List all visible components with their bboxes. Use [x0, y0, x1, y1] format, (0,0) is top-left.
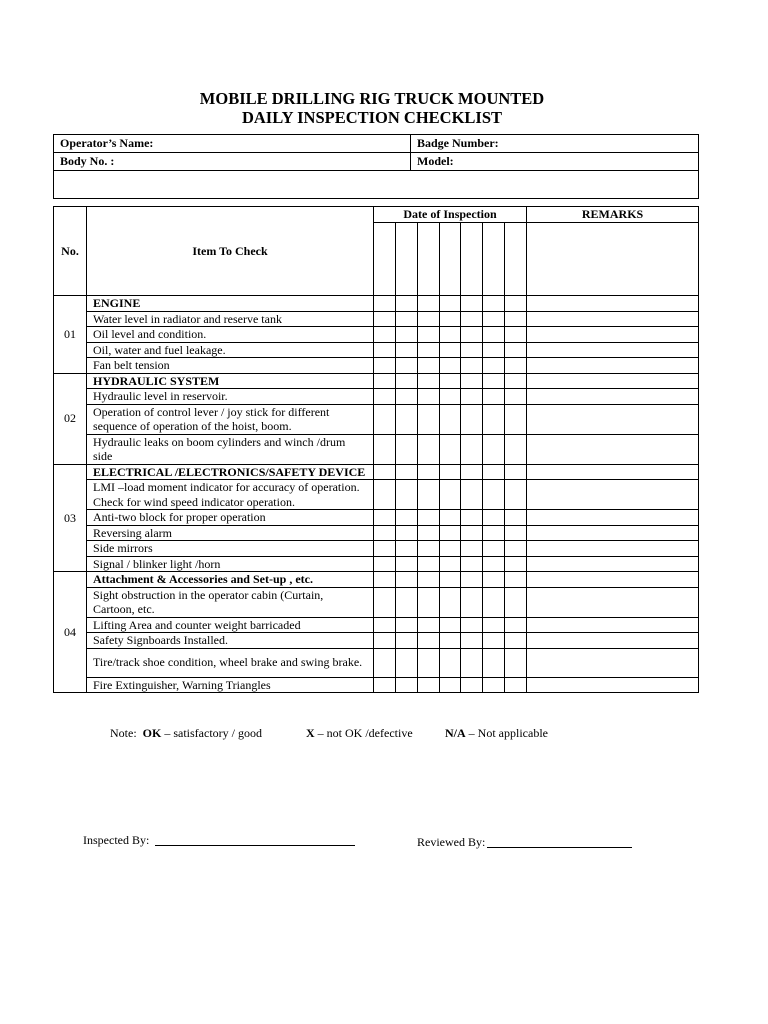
- document-subtitle: DAILY INSPECTION CHECKLIST: [241, 108, 503, 127]
- checklist-item: LMI –load moment indicator for accuracy of operation. Check for wind speed indicator operation.: [87, 480, 374, 510]
- remarks-cell[interactable]: [527, 311, 699, 327]
- check-cell[interactable]: [396, 296, 418, 312]
- remarks-cell[interactable]: [527, 617, 699, 633]
- table-row: [54, 358, 699, 374]
- check-cell[interactable]: [374, 296, 396, 312]
- check-cell[interactable]: [440, 311, 461, 327]
- check-cell[interactable]: [461, 311, 483, 327]
- table-row: [54, 434, 699, 464]
- section-number: 03: [54, 464, 87, 572]
- check-cell[interactable]: [483, 404, 505, 434]
- check-cell[interactable]: [396, 633, 418, 649]
- check-cell[interactable]: [396, 677, 418, 693]
- legend-ok-code: OK: [142, 726, 162, 740]
- model-field[interactable]: Model:: [411, 153, 699, 171]
- date-header-cell[interactable]: [418, 223, 440, 296]
- checklist-item: Safety Signboards Installed.: [87, 633, 374, 649]
- check-cell[interactable]: [418, 677, 440, 693]
- checklist-item: Oil, water and fuel leakage.: [87, 342, 374, 358]
- check-cell[interactable]: [440, 617, 461, 633]
- check-cell[interactable]: [418, 587, 440, 617]
- check-cell[interactable]: [396, 404, 418, 434]
- remarks-cell[interactable]: [527, 648, 699, 677]
- check-cell[interactable]: [396, 587, 418, 617]
- check-cell[interactable]: [418, 434, 440, 464]
- check-cell[interactable]: [418, 556, 440, 572]
- column-header-remarks: REMARKS: [527, 207, 699, 223]
- check-cell[interactable]: [483, 510, 505, 526]
- check-cell[interactable]: [483, 572, 505, 588]
- check-cell[interactable]: [483, 342, 505, 358]
- check-cell[interactable]: [461, 556, 483, 572]
- check-cell[interactable]: [483, 389, 505, 405]
- check-cell[interactable]: [505, 556, 527, 572]
- checklist-item: Reversing alarm: [87, 525, 374, 541]
- date-header-cell[interactable]: [374, 223, 396, 296]
- table-row: [54, 510, 699, 526]
- check-cell[interactable]: [505, 677, 527, 693]
- check-cell[interactable]: [418, 373, 440, 389]
- check-cell[interactable]: [505, 296, 527, 312]
- check-cell[interactable]: [374, 677, 396, 693]
- check-cell[interactable]: [418, 648, 440, 677]
- checklist-item: Hydraulic leaks on boom cylinders and winch /drum side: [87, 434, 374, 464]
- remarks-cell[interactable]: [527, 587, 699, 617]
- check-cell[interactable]: [505, 311, 527, 327]
- checklist-item: Water level in radiator and reserve tank: [87, 311, 374, 327]
- check-cell[interactable]: [483, 464, 505, 480]
- check-cell[interactable]: [505, 541, 527, 557]
- check-cell[interactable]: [396, 373, 418, 389]
- date-header-cell[interactable]: [396, 223, 418, 296]
- checklist-item: Signal / blinker light /horn: [87, 556, 374, 572]
- remarks-cell[interactable]: [527, 541, 699, 557]
- check-cell[interactable]: [461, 510, 483, 526]
- check-cell[interactable]: [374, 556, 396, 572]
- checklist-item: Fan belt tension: [87, 358, 374, 374]
- check-cell[interactable]: [418, 572, 440, 588]
- check-cell[interactable]: [505, 389, 527, 405]
- check-cell[interactable]: [505, 617, 527, 633]
- check-cell[interactable]: [440, 677, 461, 693]
- check-cell[interactable]: [374, 464, 396, 480]
- check-cell[interactable]: [396, 358, 418, 374]
- check-cell[interactable]: [505, 480, 527, 510]
- remarks-cell[interactable]: [527, 572, 699, 588]
- remarks-cell[interactable]: [527, 556, 699, 572]
- check-cell[interactable]: [396, 648, 418, 677]
- section-title: ELECTRICAL /ELECTRONICS/SAFETY DEVICE: [87, 464, 374, 480]
- check-cell[interactable]: [374, 480, 396, 510]
- check-cell[interactable]: [374, 434, 396, 464]
- check-cell[interactable]: [461, 541, 483, 557]
- check-cell[interactable]: [461, 525, 483, 541]
- table-row: [54, 311, 699, 327]
- inspected-by-signature-line[interactable]: [155, 845, 355, 846]
- check-cell[interactable]: [461, 373, 483, 389]
- check-cell[interactable]: [374, 648, 396, 677]
- check-cell[interactable]: [440, 480, 461, 510]
- check-cell[interactable]: [461, 434, 483, 464]
- check-cell[interactable]: [440, 464, 461, 480]
- check-cell[interactable]: [440, 587, 461, 617]
- checklist-item: Side mirrors: [87, 541, 374, 557]
- check-cell[interactable]: [505, 404, 527, 434]
- check-cell[interactable]: [374, 587, 396, 617]
- section-title: Attachment & Accessories and Set-up , etc.: [87, 572, 374, 588]
- section-row: [54, 464, 699, 480]
- remarks-cell[interactable]: [527, 677, 699, 693]
- table-row: [54, 541, 699, 557]
- remarks-cell[interactable]: [527, 510, 699, 526]
- check-cell[interactable]: [505, 648, 527, 677]
- check-cell[interactable]: [505, 358, 527, 374]
- table-row: [54, 677, 699, 693]
- check-cell[interactable]: [440, 434, 461, 464]
- check-cell[interactable]: [374, 525, 396, 541]
- check-cell[interactable]: [440, 358, 461, 374]
- check-cell[interactable]: [440, 633, 461, 649]
- check-cell[interactable]: [374, 327, 396, 343]
- check-cell[interactable]: [396, 525, 418, 541]
- check-cell[interactable]: [505, 373, 527, 389]
- table-row: [54, 617, 699, 633]
- check-cell[interactable]: [374, 617, 396, 633]
- column-header-date: Date of Inspection: [374, 207, 527, 223]
- check-cell[interactable]: [396, 541, 418, 557]
- check-cell[interactable]: [483, 296, 505, 312]
- check-cell[interactable]: [440, 404, 461, 434]
- check-cell[interactable]: [505, 572, 527, 588]
- column-header-no: No.: [54, 207, 87, 296]
- check-cell[interactable]: [374, 572, 396, 588]
- check-cell[interactable]: [461, 358, 483, 374]
- check-cell[interactable]: [396, 572, 418, 588]
- checklist-item: Hydraulic level in reservoir.: [87, 389, 374, 405]
- check-cell[interactable]: [374, 404, 396, 434]
- check-cell[interactable]: [374, 389, 396, 405]
- section-row: [54, 296, 699, 312]
- remarks-cell[interactable]: [527, 389, 699, 405]
- check-cell[interactable]: [461, 587, 483, 617]
- check-cell[interactable]: [418, 510, 440, 526]
- table-row: [54, 480, 699, 510]
- legend-note: [110, 726, 262, 740]
- inspected-by-label: Inspected By:: [83, 833, 150, 847]
- header-row: [54, 207, 699, 223]
- section-number: 04: [54, 572, 87, 693]
- check-cell[interactable]: [440, 556, 461, 572]
- check-cell[interactable]: [418, 404, 440, 434]
- section-title: HYDRAULIC SYSTEM: [87, 373, 374, 389]
- check-cell[interactable]: [440, 296, 461, 312]
- check-cell[interactable]: [396, 617, 418, 633]
- legend-x-code: X: [306, 726, 315, 740]
- check-cell[interactable]: [483, 633, 505, 649]
- check-cell[interactable]: [396, 311, 418, 327]
- check-cell[interactable]: [374, 311, 396, 327]
- table-row: [54, 587, 699, 617]
- section-number: 01: [54, 296, 87, 374]
- date-header-cell[interactable]: [440, 223, 461, 296]
- check-cell[interactable]: [461, 633, 483, 649]
- remarks-cell[interactable]: [527, 373, 699, 389]
- check-cell[interactable]: [374, 342, 396, 358]
- check-cell[interactable]: [461, 572, 483, 588]
- legend-na-code: N/A: [445, 726, 466, 740]
- section-row: [54, 572, 699, 588]
- check-cell[interactable]: [461, 327, 483, 343]
- check-cell[interactable]: [440, 327, 461, 343]
- remarks-cell[interactable]: [527, 480, 699, 510]
- table-row: [54, 633, 699, 649]
- check-cell[interactable]: [418, 525, 440, 541]
- check-cell[interactable]: [483, 327, 505, 343]
- check-cell[interactable]: [418, 541, 440, 557]
- check-cell[interactable]: [396, 327, 418, 343]
- check-cell[interactable]: [505, 327, 527, 343]
- check-cell[interactable]: [461, 617, 483, 633]
- check-cell[interactable]: [440, 342, 461, 358]
- check-cell[interactable]: [483, 480, 505, 510]
- legend-ok-text: – satisfactory / good: [161, 726, 262, 740]
- check-cell[interactable]: [440, 510, 461, 526]
- check-cell[interactable]: [505, 587, 527, 617]
- remarks-cell[interactable]: [527, 404, 699, 434]
- operator-name-field[interactable]: Operator’s Name:: [54, 135, 411, 153]
- column-header-item: Item To Check: [87, 207, 374, 296]
- table-row: [54, 389, 699, 405]
- check-cell[interactable]: [440, 541, 461, 557]
- check-cell[interactable]: [418, 296, 440, 312]
- check-cell[interactable]: [396, 556, 418, 572]
- remarks-cell[interactable]: [527, 358, 699, 374]
- operator-info-table: [53, 134, 699, 199]
- check-cell[interactable]: [461, 404, 483, 434]
- inspection-checklist-table: [53, 206, 699, 693]
- check-cell[interactable]: [418, 480, 440, 510]
- check-cell[interactable]: [483, 525, 505, 541]
- check-cell[interactable]: [418, 358, 440, 374]
- table-row: [54, 327, 699, 343]
- check-cell[interactable]: [483, 587, 505, 617]
- check-cell[interactable]: [440, 373, 461, 389]
- checklist-item: Lifting Area and counter weight barricaded: [87, 617, 374, 633]
- check-cell[interactable]: [440, 389, 461, 405]
- checklist-item: Oil level and condition.: [87, 327, 374, 343]
- check-cell[interactable]: [461, 464, 483, 480]
- remarks-cell[interactable]: [527, 633, 699, 649]
- check-cell[interactable]: [374, 358, 396, 374]
- check-cell[interactable]: [374, 541, 396, 557]
- legend-na: [445, 726, 548, 740]
- check-cell[interactable]: [418, 464, 440, 480]
- table-row: [54, 556, 699, 572]
- check-cell[interactable]: [483, 556, 505, 572]
- check-cell[interactable]: [440, 648, 461, 677]
- table-row: [54, 342, 699, 358]
- check-cell[interactable]: [483, 648, 505, 677]
- body-no-field[interactable]: Body No. :: [54, 153, 411, 171]
- check-cell[interactable]: [396, 480, 418, 510]
- checklist-item: Sight obstruction in the operator cabin (Curtain, Cartoon, etc.: [87, 587, 374, 617]
- check-cell[interactable]: [461, 480, 483, 510]
- remarks-cell[interactable]: [527, 296, 699, 312]
- check-cell[interactable]: [396, 342, 418, 358]
- check-cell[interactable]: [483, 434, 505, 464]
- checklist-item: Operation of control lever / joy stick for different sequence of operation of the hoist, boom.: [87, 404, 374, 434]
- check-cell[interactable]: [483, 358, 505, 374]
- check-cell[interactable]: [418, 327, 440, 343]
- section-title: ENGINE: [87, 296, 374, 312]
- legend-prefix: Note:: [110, 726, 137, 740]
- check-cell[interactable]: [461, 677, 483, 693]
- check-cell[interactable]: [418, 311, 440, 327]
- check-cell[interactable]: [418, 633, 440, 649]
- checklist-item: Fire Extinguisher, Warning Triangles: [87, 677, 374, 693]
- remarks-cell[interactable]: [527, 464, 699, 480]
- reviewed-by-label: Reviewed By:: [417, 835, 486, 849]
- check-cell[interactable]: [461, 296, 483, 312]
- check-cell[interactable]: [396, 434, 418, 464]
- badge-number-field[interactable]: Badge Number:: [411, 135, 699, 153]
- check-cell[interactable]: [418, 342, 440, 358]
- check-cell[interactable]: [396, 464, 418, 480]
- check-cell[interactable]: [374, 510, 396, 526]
- remarks-cell[interactable]: [527, 327, 699, 343]
- check-cell[interactable]: [418, 389, 440, 405]
- check-cell[interactable]: [461, 648, 483, 677]
- check-cell[interactable]: [440, 572, 461, 588]
- checklist-item: Tire/track shoe condition, wheel brake and swing brake.: [87, 648, 374, 677]
- check-cell[interactable]: [505, 434, 527, 464]
- check-cell[interactable]: [396, 510, 418, 526]
- check-cell[interactable]: [461, 342, 483, 358]
- check-cell[interactable]: [483, 311, 505, 327]
- check-cell[interactable]: [505, 342, 527, 358]
- check-cell[interactable]: [483, 677, 505, 693]
- info-blank-field[interactable]: [54, 171, 699, 199]
- check-cell[interactable]: [505, 510, 527, 526]
- date-header-cell[interactable]: [505, 223, 527, 296]
- check-cell[interactable]: [483, 541, 505, 557]
- check-cell[interactable]: [483, 373, 505, 389]
- remarks-cell[interactable]: [527, 525, 699, 541]
- legend-na-text: – Not applicable: [465, 726, 548, 740]
- legend-x: [306, 726, 413, 740]
- checklist-item: Anti-two block for proper operation: [87, 510, 374, 526]
- legend-x-text: – not OK /defective: [314, 726, 413, 740]
- table-row: [54, 648, 699, 677]
- check-cell[interactable]: [418, 617, 440, 633]
- table-row: [54, 525, 699, 541]
- check-cell[interactable]: [505, 464, 527, 480]
- check-cell[interactable]: [374, 373, 396, 389]
- table-row: [54, 404, 699, 434]
- check-cell[interactable]: [374, 633, 396, 649]
- remarks-cell[interactable]: [527, 342, 699, 358]
- section-row: [54, 373, 699, 389]
- remarks-header-cell[interactable]: [527, 223, 699, 296]
- check-cell[interactable]: [505, 633, 527, 649]
- check-cell[interactable]: [396, 389, 418, 405]
- check-cell[interactable]: [483, 617, 505, 633]
- date-header-cell[interactable]: [483, 223, 505, 296]
- remarks-cell[interactable]: [527, 434, 699, 464]
- check-cell[interactable]: [461, 389, 483, 405]
- check-cell[interactable]: [505, 525, 527, 541]
- date-header-cell[interactable]: [461, 223, 483, 296]
- reviewed-by-signature-line[interactable]: [487, 847, 632, 848]
- document-title: MOBILE DRILLING RIG TRUCK MOUNTED: [199, 89, 545, 108]
- check-cell[interactable]: [440, 525, 461, 541]
- section-number: 02: [54, 373, 87, 464]
